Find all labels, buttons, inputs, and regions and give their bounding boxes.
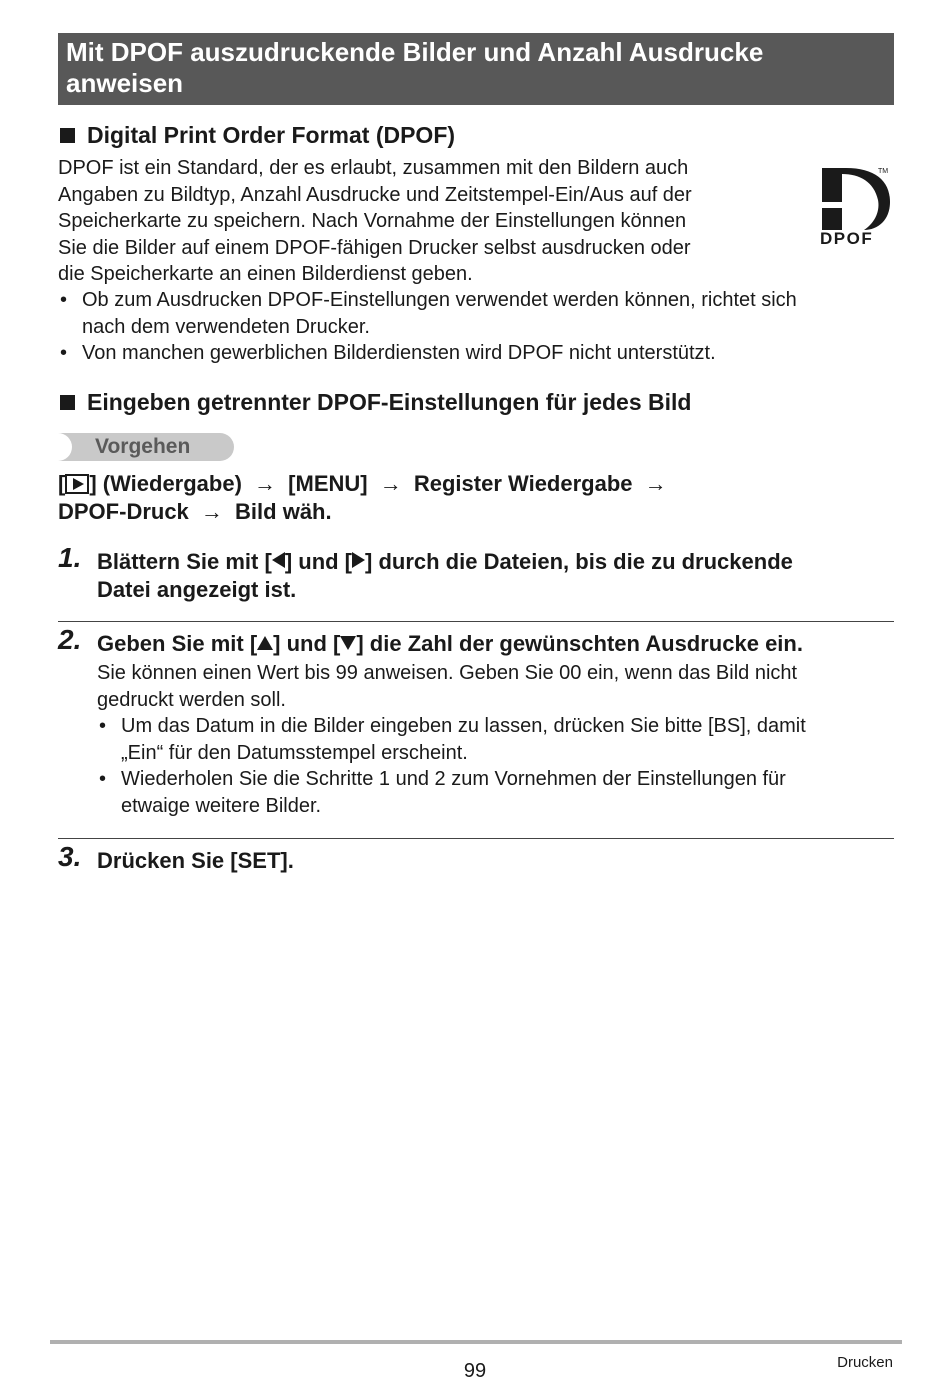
menu-path-bild-waehlen: Bild wäh.	[235, 499, 332, 524]
step-divider	[58, 621, 894, 622]
procedure-label-notch	[58, 433, 82, 461]
step-2-title-part: Geben Sie mit [	[97, 631, 258, 656]
menu-path-menu: [MENU]	[288, 471, 368, 496]
list-item-line: • Ob zum Ausdrucken DPOF-Einstellungen verwendet werden können, richtet sich	[82, 289, 797, 311]
dpof-description-line: Angaben zu Bildtyp, Anzahl Ausdrucke und Zeitstempel-Ein/Aus auf der	[58, 183, 692, 206]
dpof-logo-icon	[816, 164, 894, 246]
menu-path-register: Register Wiedergabe	[413, 471, 633, 496]
arrow-right-icon: →	[379, 471, 402, 496]
step-2-title	[97, 630, 897, 658]
arrow-right-icon: →	[254, 471, 277, 496]
dpof-description-line: DPOF ist ein Standard, der es erlaubt, zusammen mit den Bildern auch	[58, 157, 689, 179]
section-heading-individual-text: Eingeben getrennter DPOF-Einstellungen für jedes Bild	[87, 389, 692, 415]
step-1-title-line-2: Datei angezeigt ist.	[97, 577, 297, 602]
step-2-body-line: gedruckt werden soll.	[97, 688, 286, 711]
page-title-line-1: Mit DPOF auszudruckende Bilder und Anzahl Ausdrucke	[66, 37, 764, 67]
step-2-notes	[97, 713, 897, 819]
dpof-description-line: die Speicherkarte an einen Bilderdienst geben.	[58, 263, 473, 285]
list-item	[58, 340, 898, 367]
down-arrow-key-icon	[340, 636, 356, 650]
list-item-line: • Von manchen gewerblichen Bilderdiensten wird DPOF nicht unterstützt.	[82, 342, 716, 364]
arrow-right-icon: →	[644, 471, 667, 496]
step-2-title-part: ] die Zahl der gewünschten Ausdrucke ein.	[356, 631, 803, 656]
step-1-title-part: Blättern Sie mit [	[97, 549, 272, 574]
dpof-logo-text: DPOF	[820, 229, 874, 246]
dpof-logo-trademark: TM	[878, 168, 889, 175]
list-item	[97, 766, 897, 819]
section-heading-dpof-text: Digital Print Order Format (DPOF)	[87, 122, 456, 148]
playback-icon	[65, 474, 89, 494]
menu-path-line-2	[58, 498, 898, 526]
square-bullet-icon	[60, 128, 75, 143]
page-title	[58, 33, 894, 105]
section-heading-individual	[58, 389, 691, 416]
step-2-body-line: Sie können einen Wert bis 99 anweisen. Geben Sie 00 ein, wenn das Bild nicht	[97, 662, 798, 684]
step-1-title	[97, 548, 897, 604]
list-item-line: • Um das Datum in die Bilder eingeben zu lassen, drücken Sie bitte [BS], damit	[121, 715, 806, 737]
list-item	[97, 713, 897, 766]
step-number-3: 3.	[58, 841, 82, 872]
step-number-2: 2.	[58, 624, 82, 655]
right-arrow-key-icon	[352, 552, 365, 568]
step-2-title-part: ] und [	[273, 631, 341, 656]
step-3-title: Drücken Sie [SET].	[97, 848, 294, 873]
step-1-title-part: ] durch die Dateien, bis die zu druckende	[365, 549, 793, 574]
square-bullet-icon	[60, 395, 75, 410]
page-title-line-2: anweisen	[66, 68, 184, 98]
menu-path	[58, 470, 898, 526]
menu-path-playback: ] (Wiedergabe)	[89, 471, 242, 496]
dpof-description	[58, 155, 808, 288]
page-number: 99	[463, 1360, 487, 1380]
procedure-label	[58, 433, 234, 461]
list-item-line: „Ein“ für den Datumsstempel erscheint.	[121, 741, 468, 764]
arrow-right-icon: →	[200, 499, 223, 524]
footer-divider	[50, 1340, 902, 1344]
procedure-label-text: Vorgehen	[95, 435, 191, 458]
dpof-description-line: Speicherkarte zu speichern. Nach Vornahme der Einstellungen können	[58, 210, 687, 232]
menu-path-bracket: [	[58, 471, 66, 496]
step-1-title-line-1	[97, 548, 897, 576]
step-2-body	[97, 660, 897, 713]
list-item	[58, 287, 898, 340]
menu-path-line-1	[58, 470, 898, 498]
left-arrow-key-icon	[272, 552, 285, 568]
dpof-description-line: Sie die Bilder auf einem DPOF-fähigen Drucker selbst ausdrucken oder	[58, 236, 691, 259]
up-arrow-key-icon	[257, 636, 273, 650]
footer-section-label: Drucken	[837, 1354, 893, 1371]
step-divider	[58, 838, 894, 839]
dpof-notes	[58, 287, 898, 367]
step-1-title-part: ] und [	[284, 549, 353, 574]
list-item-line: nach dem verwendeten Drucker.	[82, 315, 370, 338]
list-item-line: • Wiederholen Sie die Schritte 1 und 2 zum Vornehmen der Einstellungen für	[121, 768, 786, 790]
menu-path-dpof-druck: DPOF-Druck	[58, 499, 189, 524]
list-item-line: etwaige weitere Bilder.	[121, 794, 322, 817]
step-number-1: 1.	[58, 542, 82, 573]
section-heading-dpof	[58, 122, 455, 149]
